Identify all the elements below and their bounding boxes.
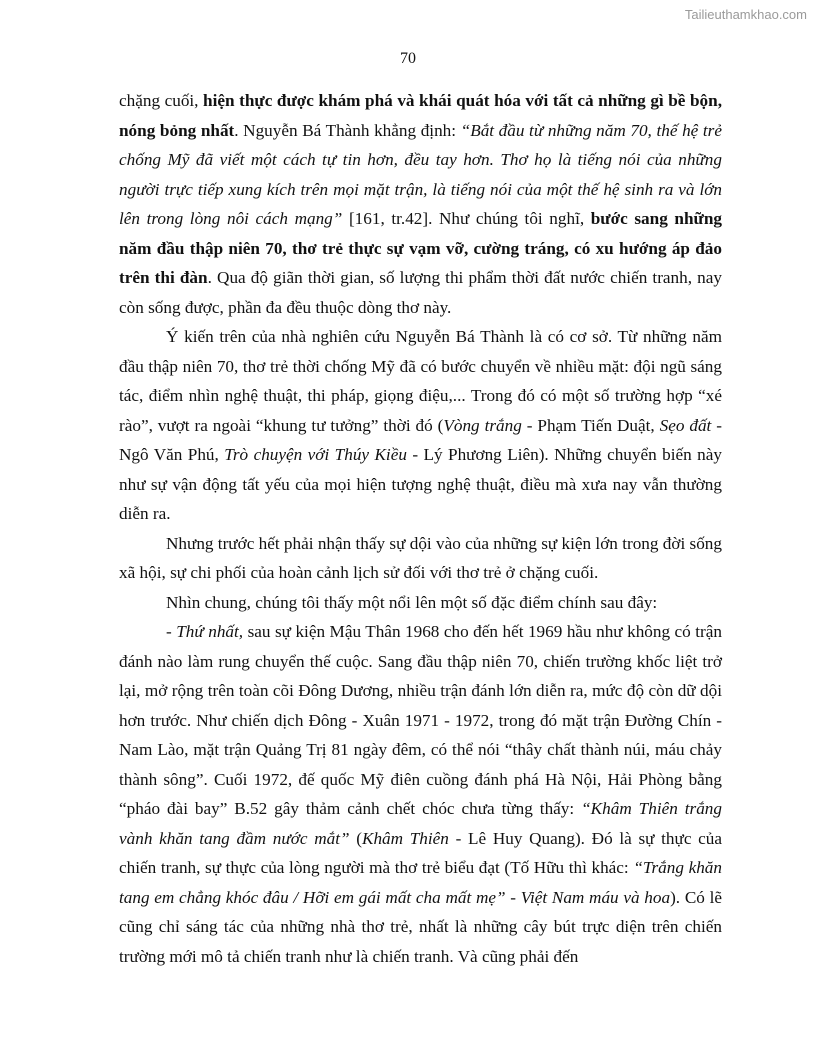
text-run: - [166,622,177,641]
text-run: Ý kiến trên của nhà nghiên cứu Nguyễn Bá Thành là có cơ sở. Từ những năm đầu thập niên 70, thơ trẻ thời chống Mỹ đã có bước chuyển về nhiều mặt: đội ngũ sáng tác, điểm nhìn nghệ thuật, thi pháp, giọng điệu,... Trong đó có một số trường hợp “xé rào”, vượt ra ngoài “khung tư tưởng” thời đó ( [119,327,722,435]
paragraph-3: Nhưng trước hết phải nhận thấy sự dội vào của những sự kiện lớn trong đời sống xã hội, sự chi phối của hoàn cảnh lịch sử đối với thơ trẻ ở chặng cuối. [119,533,722,582]
paragraph-2 [119,322,722,529]
quote-italic: “Bắt đầu từ những năm 70, thế hệ trẻ chống Mỹ đã viết một cách tự tin hơn, đều tay hơn. Thơ họ là tiếng nói của những người trực tiếp xung kích trên mọi mặt trận, là tiếng nói của một thế hệ sinh ra và lớn lên trong lòng nôi cách mạng” [119,120,722,228]
list-marker-italic: Thứ nhất, [176,622,244,641]
work-title: Sẹo đất [659,415,712,435]
paragraph-5 [119,617,722,971]
watermark: Tailieuthamkhao.com [684,7,807,22]
work-title: Việt Nam máu và hoa [520,887,671,907]
text-run: . Nguyễn Bá Thành khẳng định: [234,120,461,140]
text-run: . Qua độ giãn thời gian, số lượng thi phẩm thời đất nước chiến tranh, nay còn sống được, phần đa đều thuộc dòng thơ này. [119,268,722,317]
text-run: sau sự kiện Mậu Thân 1968 cho đến hết 1969 hầu như không có trận đánh nào làm rung chuyển thế cuộc. Sang đầu thập niên 70, chiến trường khốc liệt trở lại, mở rộng trên toàn cõi Đông Dương, nhiều trận đánh lớn diễn ra, mức độ còn dữ dội hơn trước. Như chiến dịch Đông - Xuân 1971 - 1972, trong đó mặt trận Đường Chín - Nam Lào, mặt trận Quảng Trị 81 ngày đêm, có thể nói “thây chất thành núi, máu chảy thành sông”. Cuối 1972, đế quốc Mỹ điên cuồng đánh phá Hà Nội, Hải Phòng bằng “pháo đài bay” B.52 gây thảm cảnh chết chóc chưa từng thấy: [119,622,722,818]
text-run: - Lê Huy Quang). Đó là sự thực của chiến tranh, sự thực của lòng người mà thơ trẻ biểu đạt (Tố Hữu thì khác: [119,828,723,877]
text-run: chặng cuối, [119,91,204,110]
bold-run: hiện thực được khám phá và khái quát hóa với tất cả những gì bề bộn, nóng bỏng nhất [119,91,722,140]
text-run: - Phạm Tiến Duật, [521,415,660,435]
paragraph-4: Nhìn chung, chúng tôi thấy một nổi lên một số đặc điểm chính sau đây: [166,592,658,612]
quote-italic: “Khâm Thiên trắng vành khăn tang đầm nước mắt” [119,799,722,848]
work-title: Trò chuyện với Thúy Kiều [224,445,407,464]
text-run: - Ngô Văn Phú, [119,415,722,464]
document-body [119,86,722,971]
text-run: - Lý Phương Liên). Những chuyển biến này như sự vận động tất yếu của mọi hiện tượng nghệ thuật, điều mà xưa nay vẫn thường diễn ra. [119,445,722,523]
bold-run: bước sang những năm đầu thập niên 70, thơ trẻ thực sự vạm vỡ, cường tráng, có xu hướng áp đảo trên thi đàn [119,209,722,287]
text-run: - [505,887,521,907]
text-run: ). Có lẽ cũng chỉ sáng tác của những nhà thơ trẻ, nhất là những cây bút trực diện trên chiến trường mới mô tả chiến tranh như là chiến tranh. Và cũng phải đến [119,887,722,966]
page-number: 70 [400,50,416,67]
paragraph-1 [119,86,722,322]
quote-italic: “Trắng khăn tang em chẳng khóc đâu / Hỡi em gái mất cha mất mẹ” [119,858,722,907]
text-run: [161, tr.42]. Như chúng tôi nghĩ, [342,209,591,228]
text-run: ( [349,828,362,848]
work-title: Khâm Thiên [361,828,449,848]
work-title: Vòng trắng [443,415,522,435]
